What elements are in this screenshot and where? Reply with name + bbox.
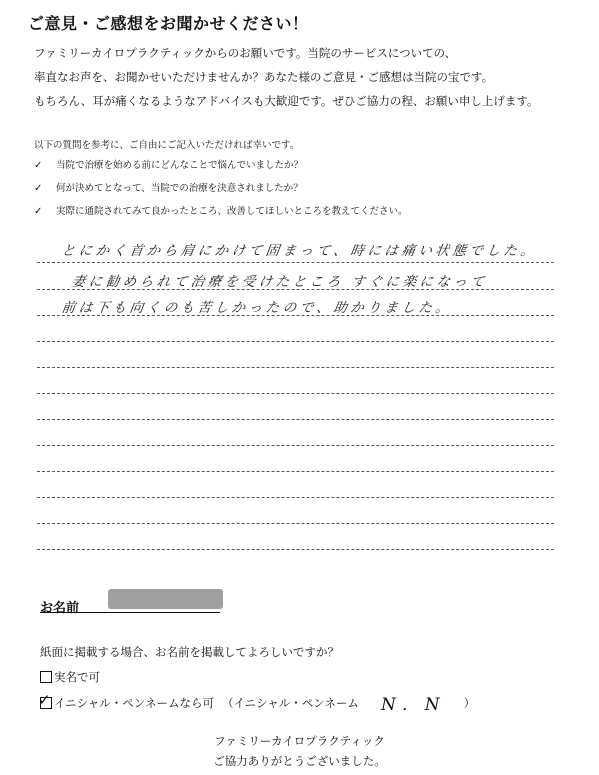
answer-line [37,471,554,472]
question-text: 当院で治療を始める前にどんなことで悩んでいましたか？ [56,160,304,171]
intro-line-1: ファミリーカイロプラクティックからのお願いです。当院のサービスについての、 [34,46,457,60]
question-2 [34,180,303,194]
check-icon: ✓ [34,183,43,194]
initials-suffix: ） [463,695,476,710]
name-underline [40,612,220,613]
redacted-name [108,589,223,609]
option-initials-label: イニシャル・ペンネームなら可 [54,695,214,710]
check-icon: ✓ [38,690,51,709]
answer-line [37,419,554,420]
check-icon: ✓ [34,206,43,217]
intro-line-3: もちろん、耳が痛くなるようなアドバイスも大歓迎です。ぜひご協力の程、お願い申し上げます。 [34,94,539,108]
real-name-checkbox[interactable] [40,671,52,683]
answer-line [37,393,554,394]
questions-intro: 以下の質問を参考に、ご自由にご記入いただければ幸いです。 [34,140,300,151]
question-text: 何が決めてとなって、当院での治療を決意されましたか？ [56,183,303,194]
handwritten-answer-line-3: 前は下も向くのも苦しかったので、助かりました。 [60,300,454,316]
answer-line [37,289,554,290]
answer-line [37,445,554,446]
handwritten-answer-line-1: とにかく首から肩にかけて固まって、時には痛い状態でした。 [60,243,539,259]
check-icon: ✓ [34,160,43,171]
intro-line-2: 率直なお声を、お聞かせいただけませんか？あなた様のご意見・ご感想は当院の宝です。 [34,70,494,84]
answer-line [37,523,554,524]
footer-clinic-name: ファミリーカイロプラクティック [214,734,385,748]
answer-line [37,262,554,263]
answer-line [37,341,554,342]
initials-prefix: （イニシャル・ペンネーム [221,695,359,710]
option-real-name-label: 実名で可 [54,670,100,684]
answer-line [37,549,554,550]
question-3 [34,203,408,217]
answer-line [37,315,554,316]
handwritten-answer-line-2: 妻に勧められて治療を受けたところ すぐに楽になって [70,274,489,290]
footer-thanks: ご協力ありがとうございました。 [213,754,386,768]
name-label: お名前 [40,601,80,616]
option-real-name[interactable] [40,669,100,685]
form-title: ご意見・ご感想をお聞かせください！ [28,14,309,33]
question-text: 実際に通院されてみて良かったところ、改善してほしいところを教えてください。 [56,206,408,217]
initials-checkbox[interactable] [38,690,52,709]
question-1 [34,157,303,171]
handwritten-initials: N．N [380,695,446,715]
option-initials[interactable] [40,690,475,715]
answer-line [37,367,554,368]
answer-line [37,497,554,498]
consent-question: 紙面に掲載する場合、お名前を掲載してよろしいですか？ [40,645,339,659]
